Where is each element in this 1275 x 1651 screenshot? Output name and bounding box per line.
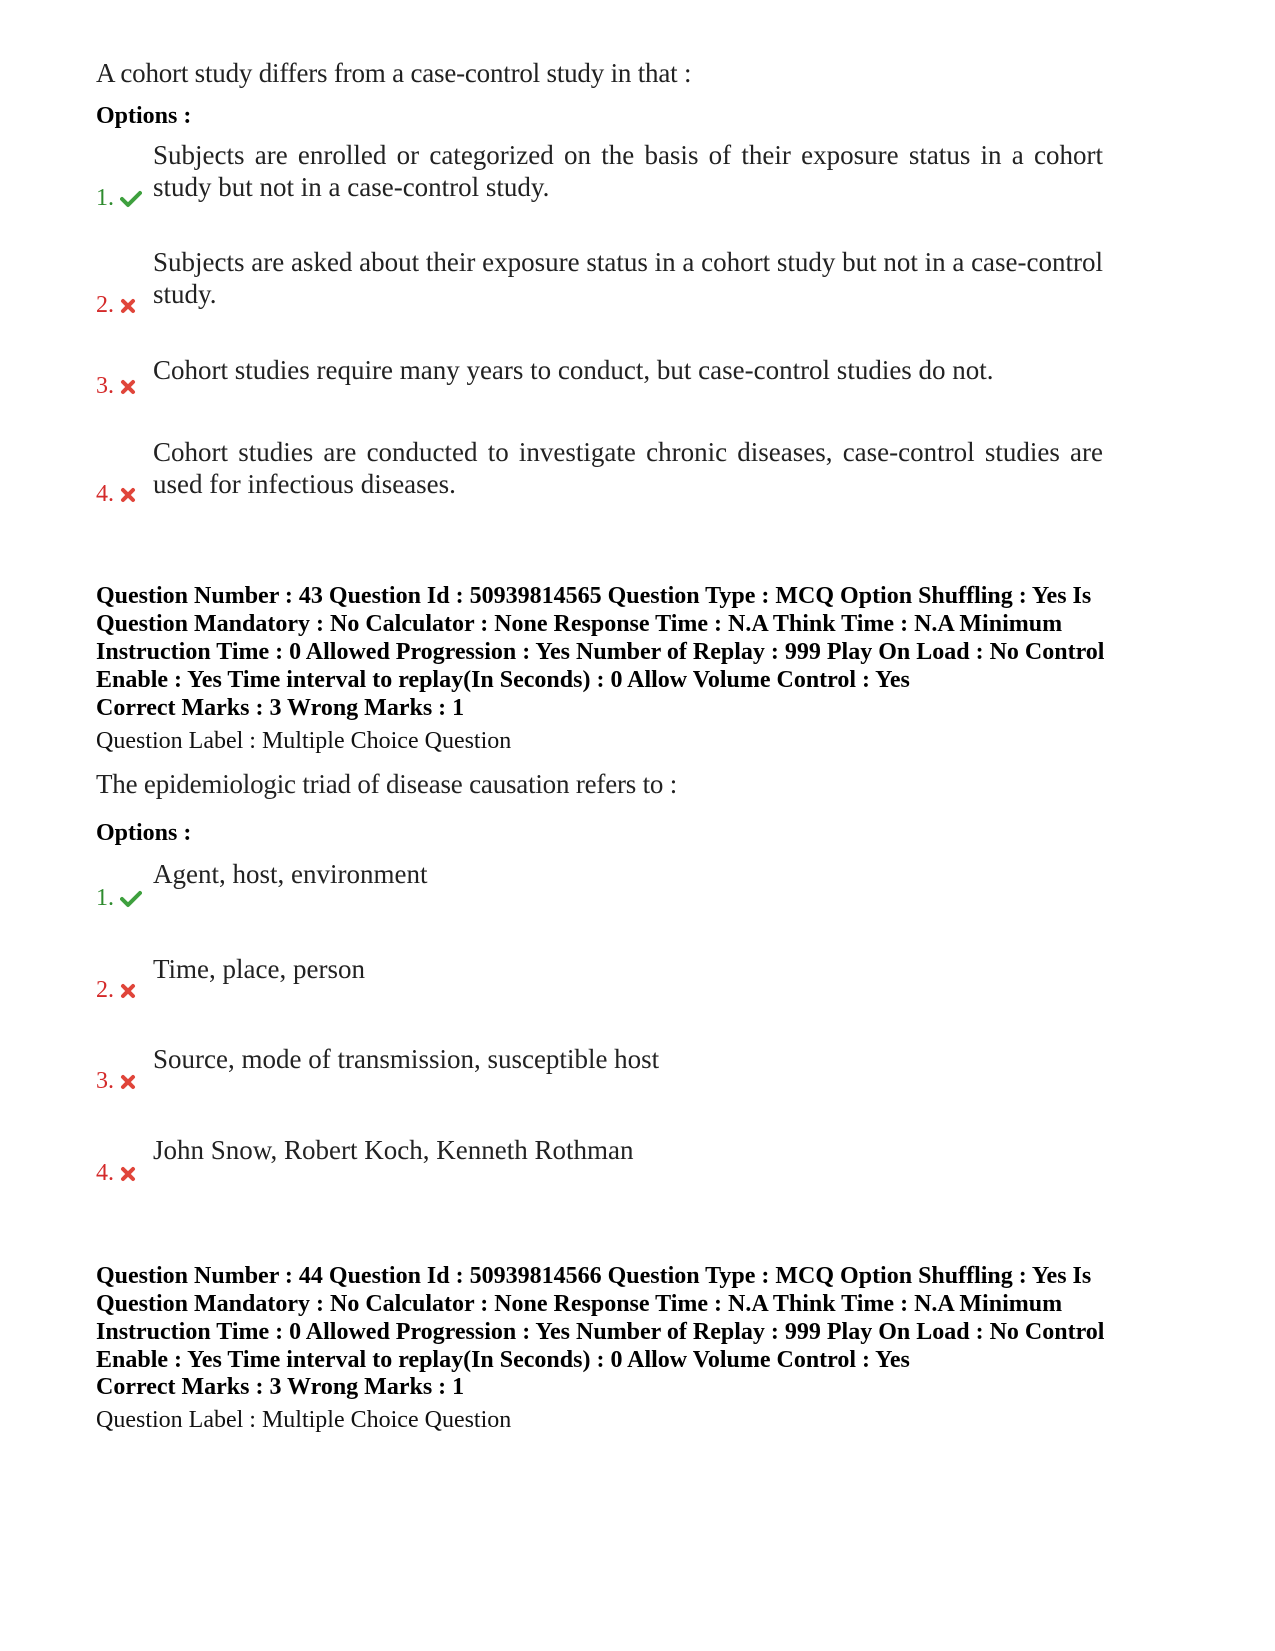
marks-line: Correct Marks : 3 Wrong Marks : 1 [96, 695, 465, 721]
option-marker [96, 1068, 136, 1095]
option-marker [96, 1160, 136, 1187]
option-marker [96, 481, 136, 508]
cross-icon [120, 487, 136, 503]
option-text: Source, mode of transmission, susceptible host [153, 1044, 660, 1074]
option-number: 4. [96, 481, 114, 507]
option-number: 3. [96, 1068, 114, 1094]
option-marker [96, 977, 136, 1004]
option-number: 2. [96, 977, 114, 1003]
option-marker [96, 185, 142, 212]
option-text: Time, place, person [153, 954, 365, 984]
option-number: 3. [96, 373, 114, 399]
option-text: Subjects are enrolled or categorized on the basis of their exposure status in a cohort study but not in a case-control study. [153, 140, 1103, 202]
option-number: 2. [96, 292, 114, 318]
option-text: Subjects are asked about their exposure status in a cohort study but not in a case-control study. [153, 247, 1103, 309]
cross-icon [120, 379, 136, 395]
options-label: Options : [96, 820, 192, 846]
question-text: A cohort study differs from a case-control study in that : [96, 58, 692, 88]
cross-icon [120, 298, 136, 314]
question-text: The epidemiologic triad of disease causation refers to : [96, 769, 678, 799]
option-text: Cohort studies require many years to conduct, but case-control studies do not. [153, 355, 994, 385]
option-text: Agent, host, environment [153, 859, 428, 889]
option-text: John Snow, Robert Koch, Kenneth Rothman [153, 1135, 634, 1165]
marks-line: Correct Marks : 3 Wrong Marks : 1 [96, 1374, 465, 1400]
cross-icon [120, 1074, 136, 1090]
check-icon [120, 190, 142, 208]
option-number: 1. [96, 185, 114, 211]
options-label: Options : [96, 103, 192, 129]
option-text: Cohort studies are conducted to investigate chronic diseases, case-control studies are used for infectious diseases. [153, 437, 1103, 499]
cross-icon [120, 1166, 136, 1182]
option-number: 1. [96, 885, 114, 911]
question-meta: Question Number : 43 Question Id : 50939814565 Question Type : MCQ Option Shuffling : Yes Is Question Mandatory : No Calculator : None Response Time : N.A Think Time : N.A Minimum Instruction Time : 0 Allowed Progression : Yes Number of Replay : 999 Play On Load : No Control Enable : Yes Time interval to replay(In Seconds) : 0 Allow Volume Control : Yes [96, 583, 1105, 693]
option-number: 4. [96, 1160, 114, 1186]
check-icon [120, 890, 142, 908]
option-marker [96, 885, 142, 912]
question-label: Question Label : Multiple Choice Question [96, 1407, 512, 1433]
question-meta: Question Number : 44 Question Id : 50939814566 Question Type : MCQ Option Shuffling : Yes Is Question Mandatory : No Calculator : None Response Time : N.A Think Time : N.A Minimum Instruction Time : 0 Allowed Progression : Yes Number of Replay : 999 Play On Load : No Control Enable : Yes Time interval to replay(In Seconds) : 0 Allow Volume Control : Yes [96, 1263, 1105, 1373]
question-label: Question Label : Multiple Choice Question [96, 728, 512, 754]
option-marker [96, 373, 136, 400]
cross-icon [120, 983, 136, 999]
option-marker [96, 292, 136, 319]
